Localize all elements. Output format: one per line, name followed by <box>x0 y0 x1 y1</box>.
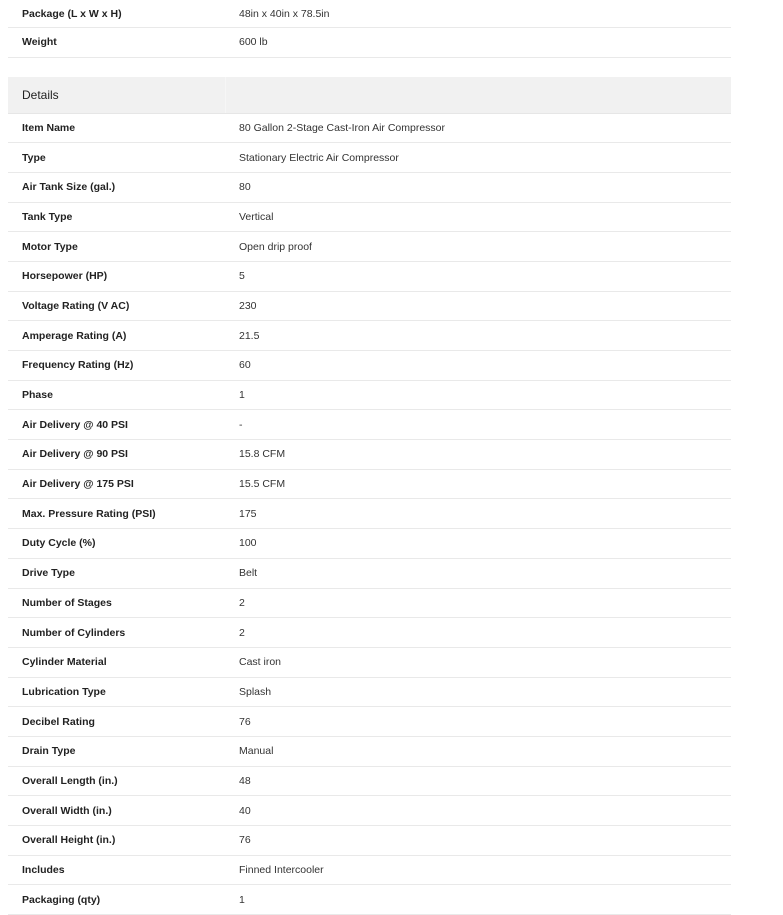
spec-row <box>8 589 731 619</box>
spec-row <box>8 826 731 856</box>
spec-row <box>8 410 731 440</box>
package-specs <box>8 0 731 58</box>
spec-row <box>8 292 731 322</box>
spec-label: Max. Pressure Rating (PSI) <box>22 507 156 520</box>
spec-row <box>8 28 731 58</box>
spec-value: Vertical <box>239 210 274 223</box>
spec-row <box>8 648 731 678</box>
spec-label: Overall Length (in.) <box>22 774 118 787</box>
spec-value: 1 <box>239 893 245 906</box>
spec-row <box>8 321 731 351</box>
details-specs <box>8 114 731 915</box>
details-title: Details <box>8 77 226 113</box>
spec-row <box>8 470 731 500</box>
spec-row <box>8 232 731 262</box>
specifications-table <box>8 0 731 915</box>
spec-label: Drive Type <box>22 567 75 580</box>
spec-value: Splash <box>239 685 272 698</box>
spec-label: Package (L x W x H) <box>22 7 122 20</box>
spec-row <box>8 796 731 826</box>
spec-row <box>8 262 731 292</box>
spec-label: Air Delivery @ 175 PSI <box>22 478 134 491</box>
spec-value: 1 <box>239 389 245 402</box>
spec-row <box>8 440 731 470</box>
spec-label: Motor Type <box>22 240 78 253</box>
spec-value: 15.5 CFM <box>239 478 286 491</box>
spec-label: Item Name <box>22 121 76 134</box>
spec-label: Overall Width (in.) <box>22 804 112 817</box>
spec-label: Number of Stages <box>22 596 112 609</box>
spec-row <box>8 678 731 708</box>
spec-label: Voltage Rating (V AC) <box>22 299 130 312</box>
spec-value: 2 <box>239 596 245 609</box>
spec-value: Open drip proof <box>239 240 312 253</box>
spec-value: 76 <box>239 715 251 728</box>
spec-row <box>8 559 731 589</box>
spec-value: 48 <box>239 774 251 787</box>
spec-value: 15.8 CFM <box>239 448 286 461</box>
spec-value: - <box>239 418 243 431</box>
spec-value: 40 <box>239 804 251 817</box>
spec-row <box>8 203 731 233</box>
spec-label: Packaging (qty) <box>22 893 101 906</box>
spec-value: 5 <box>239 270 245 283</box>
spec-value: Stationary Electric Air Compressor <box>239 151 399 164</box>
spec-value: Belt <box>239 567 258 580</box>
spec-value: Finned Intercooler <box>239 864 324 877</box>
spec-label: Phase <box>22 389 53 402</box>
spec-label: Air Tank Size (gal.) <box>22 181 116 194</box>
spec-label: Tank Type <box>22 210 73 223</box>
spec-label: Drain Type <box>22 745 76 758</box>
spec-row <box>8 856 731 886</box>
spec-label: Duty Cycle (%) <box>22 537 96 550</box>
spec-label: Cylinder Material <box>22 656 107 669</box>
spec-row <box>8 499 731 529</box>
spec-row <box>8 351 731 381</box>
spec-value: 100 <box>239 537 257 550</box>
spec-value: 2 <box>239 626 245 639</box>
spec-label: Air Delivery @ 90 PSI <box>22 448 128 461</box>
spec-value: Cast iron <box>239 656 282 669</box>
spec-label: Type <box>22 151 46 164</box>
spec-row <box>8 143 731 173</box>
spec-label: Weight <box>22 36 57 49</box>
spec-value: Manual <box>239 745 274 758</box>
spec-label: Amperage Rating (A) <box>22 329 127 342</box>
spec-value: 80 <box>239 181 251 194</box>
spec-row <box>8 618 731 648</box>
spec-row <box>8 114 731 144</box>
spec-value: 21.5 <box>239 329 260 342</box>
spec-value: 76 <box>239 834 251 847</box>
spec-row <box>8 885 731 915</box>
spec-row <box>8 529 731 559</box>
spec-row <box>8 737 731 767</box>
spec-value: 175 <box>239 507 257 520</box>
spec-value: 80 Gallon 2-Stage Cast-Iron Air Compressor <box>239 121 446 134</box>
spec-row <box>8 767 731 797</box>
spec-row <box>8 0 731 28</box>
spec-value: 230 <box>239 299 257 312</box>
spec-label: Frequency Rating (Hz) <box>22 359 134 372</box>
spec-value: 48in x 40in x 78.5in <box>239 7 330 20</box>
spec-value: 60 <box>239 359 251 372</box>
spec-label: Lubrication Type <box>22 685 106 698</box>
spec-row <box>8 707 731 737</box>
spec-label: Air Delivery @ 40 PSI <box>22 418 128 431</box>
spec-label: Horsepower (HP) <box>22 270 108 283</box>
spec-label: Includes <box>22 864 65 877</box>
spec-row <box>8 173 731 203</box>
spec-label: Decibel Rating <box>22 715 95 728</box>
details-section-header <box>8 77 731 114</box>
spec-row <box>8 381 731 411</box>
spec-label: Number of Cylinders <box>22 626 126 639</box>
spec-label: Overall Height (in.) <box>22 834 116 847</box>
spec-value: 600 lb <box>239 36 268 49</box>
